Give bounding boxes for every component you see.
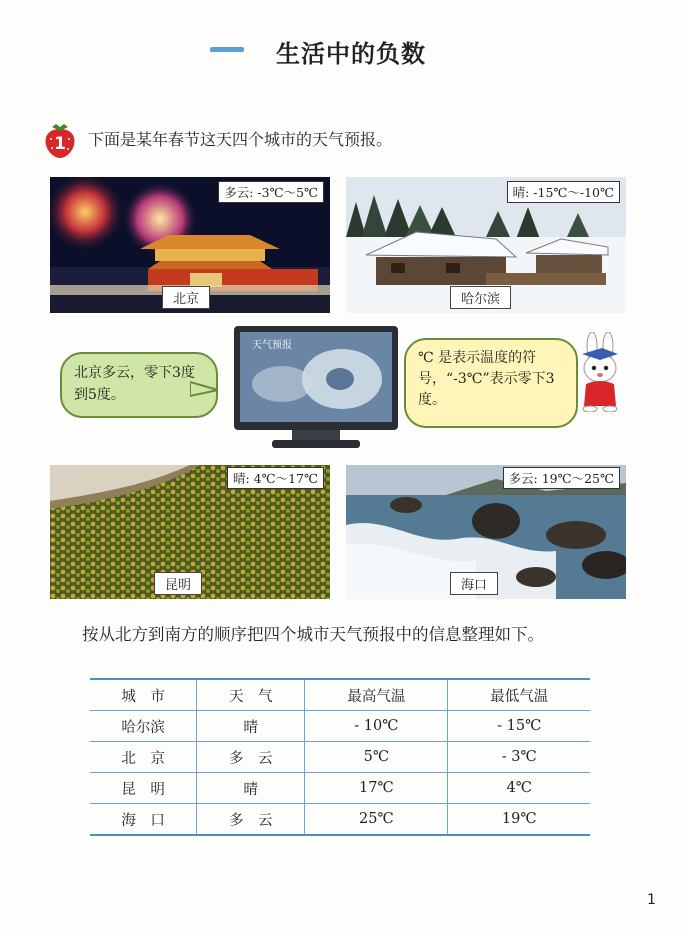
haikou-label: 海口	[450, 572, 498, 595]
harbin-label: 哈尔滨	[450, 286, 511, 309]
haikou-forecast: 多云: 19℃～25℃	[503, 467, 620, 489]
strawberry-icon	[42, 121, 78, 159]
kunming-label: 昆明	[154, 572, 202, 595]
page-number: 1	[647, 892, 656, 908]
table-cell: 昆 明	[90, 773, 197, 804]
table-cell: - 10℃	[305, 711, 448, 742]
table-header-cell: 城 市	[90, 679, 197, 711]
harbin-photo	[346, 177, 626, 313]
harbin-forecast: 晴: -15℃～-10℃	[507, 181, 620, 203]
problem-intro: 下面是某年春节这天四个城市的天气预报。	[88, 130, 393, 149]
beijing-photo	[50, 177, 330, 313]
speech-bubble-right: ℃ 是表示温度的符号，“-3℃”表示零下3度。	[404, 338, 578, 428]
weather-table	[90, 678, 590, 836]
beijing-forecast: 多云: -3℃～5℃	[218, 181, 324, 203]
table-header-cell: 最高气温	[305, 679, 448, 711]
table-cell: 5℃	[305, 742, 448, 773]
table-row	[90, 711, 590, 742]
table-row	[90, 742, 590, 773]
page-title: 生活中的负数	[276, 40, 426, 68]
table-cell: - 3℃	[448, 742, 590, 773]
table-cell: 多 云	[197, 742, 305, 773]
haikou-photo	[346, 465, 626, 599]
table-header-cell: 天 气	[197, 679, 305, 711]
speech-bubble-left: 北京多云，零下3度到5度。	[60, 352, 218, 418]
table-cell: 多 云	[197, 804, 305, 836]
table-cell: 北 京	[90, 742, 197, 773]
tv-screen-text: 天气预报	[252, 340, 292, 351]
table-cell: 19℃	[448, 804, 590, 836]
beijing-label: 北京	[162, 286, 210, 309]
table-cell: 25℃	[305, 804, 448, 836]
kunming-photo	[50, 465, 330, 599]
tv-icon	[232, 324, 400, 452]
table-cell: 晴	[197, 711, 305, 742]
table-cell: 4℃	[448, 773, 590, 804]
table-cell: 晴	[197, 773, 305, 804]
bubble-tail-left	[190, 380, 220, 400]
title-dash	[210, 47, 244, 52]
table-cell: 哈尔滨	[90, 711, 197, 742]
table-cell: - 15℃	[448, 711, 590, 742]
kunming-forecast: 晴: 4℃～17℃	[227, 467, 324, 489]
table-cell: 17℃	[305, 773, 448, 804]
problem-number: 1	[54, 134, 66, 154]
table-row	[90, 804, 590, 836]
rabbit-mascot-icon	[572, 332, 628, 412]
table-cell: 海 口	[90, 804, 197, 836]
table-header-row	[90, 679, 590, 711]
table-header-cell: 最低气温	[448, 679, 590, 711]
summary-paragraph: 按从北方到南方的顺序把四个城市天气预报中的信息整理如下。	[82, 625, 544, 644]
table-row	[90, 773, 590, 804]
